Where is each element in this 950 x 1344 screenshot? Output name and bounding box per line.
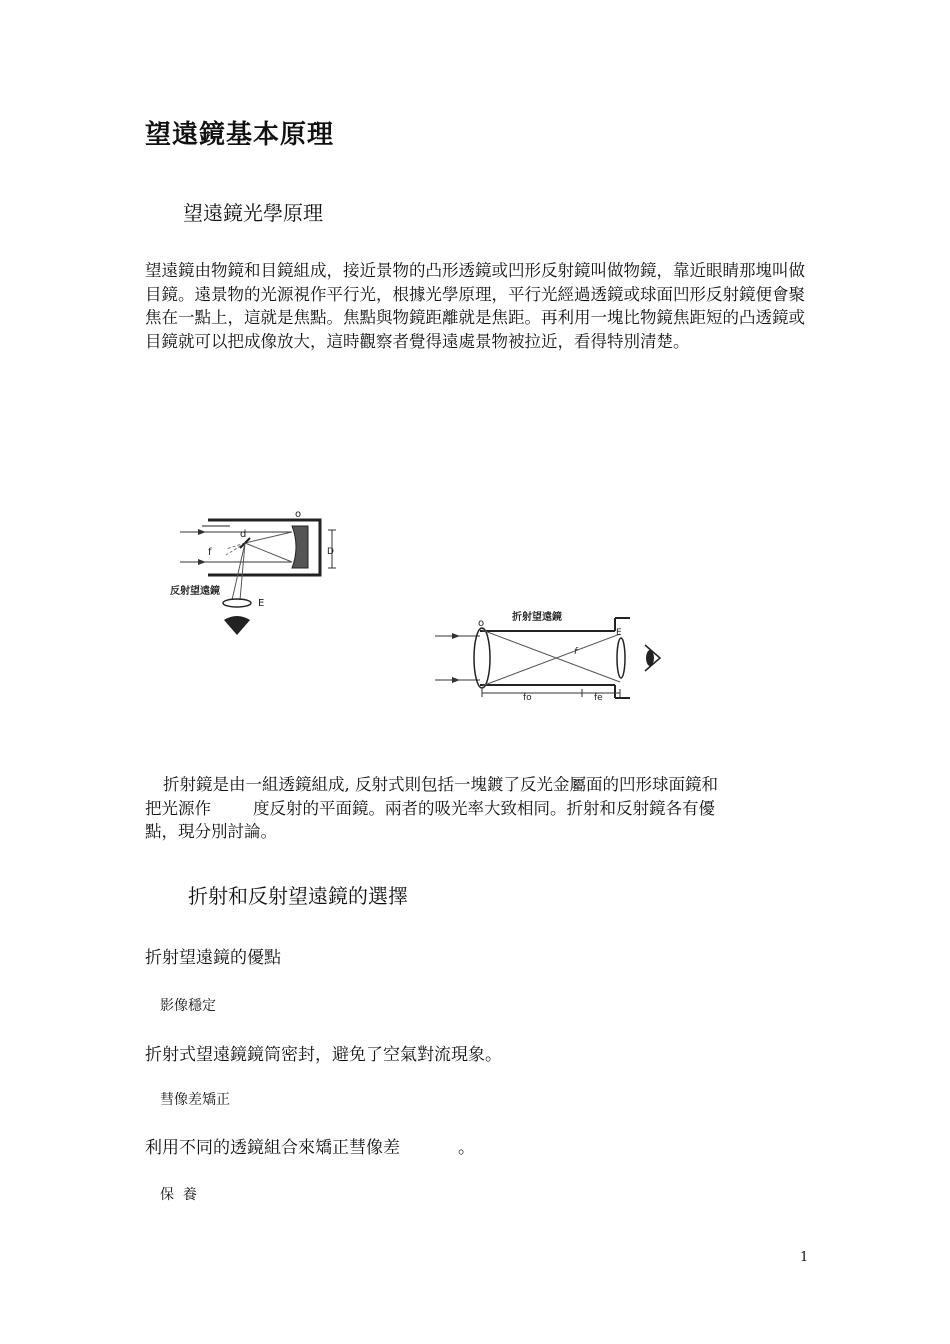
item-text-coma-correction [145, 1133, 475, 1158]
refractor-diagram [435, 610, 660, 703]
telescope-diagram [160, 500, 680, 710]
section-heading-optics: 望遠鏡光學原理 [183, 201, 323, 225]
page-number: 1 [800, 1250, 809, 1265]
refractor-label-E: E [616, 628, 622, 638]
reflector-label-o: o [295, 509, 302, 520]
refractor-label-fo: fo [523, 693, 532, 703]
section-heading-selection: 折射和反射望遠鏡的選擇 [188, 884, 408, 908]
item-text-coma-main: 利用不同的透鏡組合來矯正彗像差 [145, 1138, 400, 1158]
refractor-label-o: o [478, 618, 485, 629]
refractor-label-fe: fe [594, 693, 603, 703]
optics-paragraph: 望遠鏡由物鏡和目鏡組成，接近景物的凸形透鏡或凹形反射鏡叫做物鏡，靠近眼睛那塊叫做目鏡。遠景物的光源視作平行光，根據光學原理，平行光經過透鏡或球面凹形反射鏡便會聚焦在一點上，這就是焦點。焦點與物鏡距離就是焦距。再利用一塊比物鏡焦距短的凸透鏡或目鏡就可以把成像放大，這時觀察者覺得遠處景物被拉近，看得特別清楚。 [145, 261, 805, 351]
refractor-advantages-heading: 折射望遠鏡的優點 [145, 948, 281, 968]
comparison-line-2a: 把光源作 [145, 798, 211, 818]
reflector-label-E: E [258, 598, 265, 609]
reflector-label-D: D [327, 547, 334, 557]
item-label-image-stability: 影像穩定 [160, 998, 216, 1014]
item-text-coma-end: 。 [458, 1138, 475, 1158]
document-title: 望遠鏡基本原理 [145, 120, 335, 150]
comparison-line-3: 點，現分別討論。 [145, 822, 277, 841]
item-label-coma-correction: 彗像差矯正 [160, 1092, 230, 1108]
comparison-line-2b: 度反射的平面鏡。兩者的吸光率大致相同。折射和反射鏡各有優 [253, 798, 715, 818]
reflector-label-f: f [208, 547, 212, 558]
item-text-image-stability: 折射式望遠鏡鏡筒密封，避免了空氣對流現象。 [145, 1045, 502, 1065]
reflector-diagram [170, 509, 336, 635]
reflector-caption: 反射望遠鏡 [170, 586, 220, 597]
refractor-label-f: f [574, 647, 578, 657]
comparison-line-1: 折射鏡是由一組透鏡組成, 反射式則包括一塊鍍了反光金屬面的凹形球面鏡和 [163, 775, 718, 794]
reflector-label-d: d [240, 529, 247, 540]
comparison-paragraph [145, 773, 825, 844]
comparison-line-2 [145, 797, 825, 821]
refractor-caption: 折射望遠鏡 [512, 612, 562, 623]
item-label-maintenance: 保 養 [160, 1187, 197, 1203]
